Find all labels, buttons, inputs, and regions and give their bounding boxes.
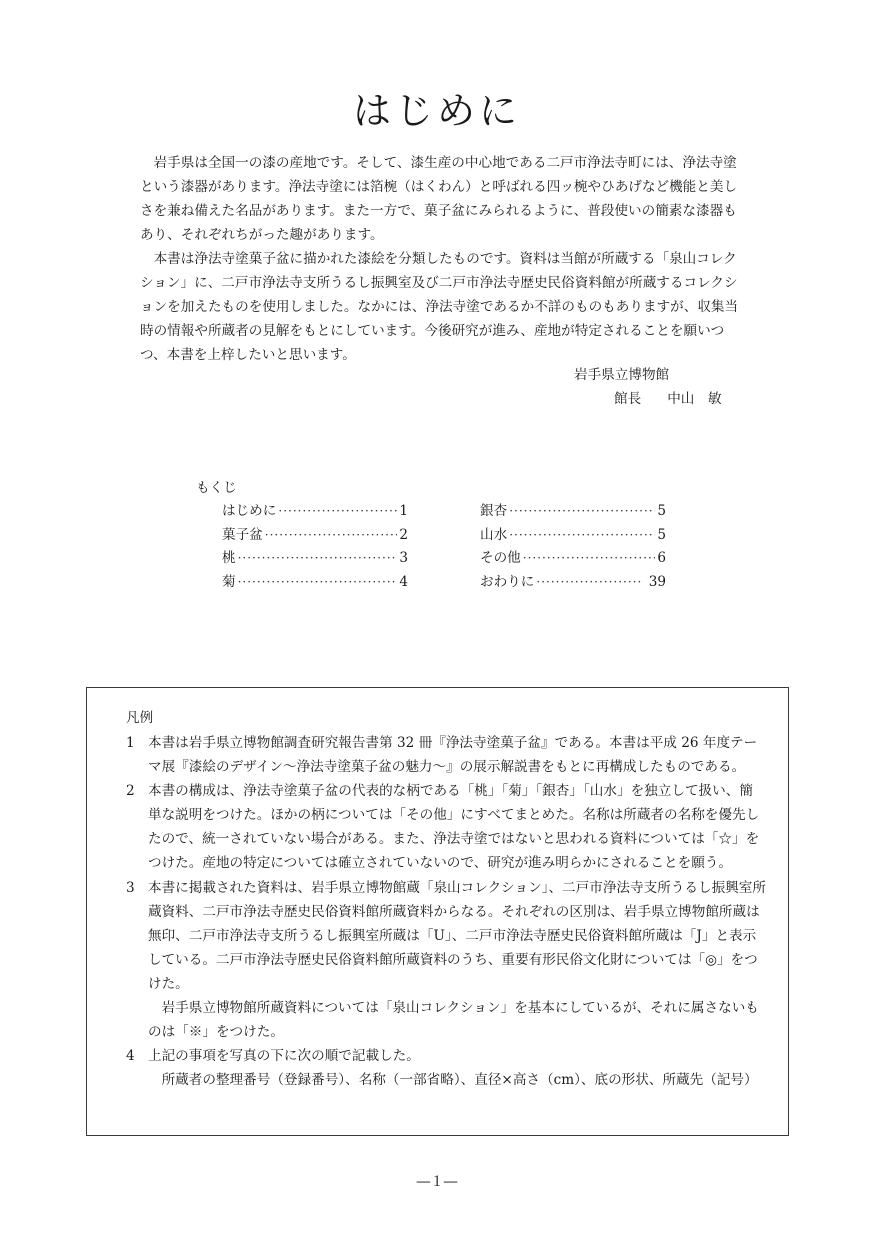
toc-item-page: 4	[399, 573, 408, 590]
toc-item-label: はじめに	[222, 503, 277, 519]
note-number: 3	[126, 879, 135, 896]
toc-column-right	[480, 500, 666, 594]
intro-paragraph: 本書は浄法寺塗菓子盆に描かれた漆絵を分類したものです。資料は当館が所蔵する「泉山コレクション」に、二戸市浄法寺支所うるし振興室及び二戸市浄法寺歴史民俗資料館が所蔵するコレクションを加えたものを使用しました。なかには、浄法寺塗であるか不詳のものもありますが、収集当時の情報や所蔵者の見解をもとにしています。今後研究が進み、産地が特定されることを願いつつ、本書を上梓したいと思います。	[140, 251, 739, 363]
intro-paragraph: 岩手県は全国一の漆の産地です。そして、漆生産の中心地である二戸市浄法寺町には、浄法寺塗という漆器があります。浄法寺塗には箔椀（はくわん）と呼ばれる四ッ椀やひあげなど機能と美しさを兼ね備えた名品があります。また一方で、菓子盆にみられるように、普段使いの簡素な漆器もあり、それぞれちがった趣があります。	[140, 155, 738, 243]
toc-item-label: 菊	[222, 573, 236, 590]
toc-item-page: 3	[399, 550, 408, 566]
toc-item-page: 5	[657, 526, 666, 543]
toc-item-page: 5	[657, 503, 666, 519]
toc-item[interactable]	[480, 524, 666, 548]
note-line: 本書の構成は、浄法寺塗菓子盆の代表的な柄である「桃」「菊」「銀杏」「山水」を独立して扱い、簡単な説明をつけた。ほかの柄については「その他」にすべてまとめた。名称は所蔵者の名称を優先したので、統一されていない場合がある。また、浄法寺塗ではないと思われる資料については「☆」をつけた。産地の特定については確立されていないので、研究が進み明らかにされることを願う。	[148, 783, 760, 872]
toc-item-page: 1	[399, 503, 408, 519]
toc-column-left	[222, 500, 408, 594]
notes-heading: 凡例	[126, 710, 154, 726]
note-line: 上記の事項を写真の下に次の順で記載した。	[148, 1048, 420, 1065]
note-number: 4	[126, 1048, 135, 1065]
note-item	[126, 731, 766, 779]
toc-heading: もくじ	[196, 480, 237, 496]
note-text	[148, 779, 766, 875]
note-text	[148, 876, 766, 1045]
page-title: はじめに	[352, 89, 521, 133]
toc-dot-leader	[265, 524, 398, 548]
toc-item[interactable]	[480, 571, 666, 595]
note-item	[126, 876, 766, 1045]
note-number: 2	[126, 783, 135, 800]
intro-section	[140, 151, 740, 367]
toc-item-page: 39	[648, 573, 666, 590]
toc-dot-leader	[278, 500, 397, 524]
note-number: 1	[126, 735, 135, 751]
toc-item-label: 菓子盆	[222, 526, 263, 543]
note-item	[126, 1044, 766, 1092]
notes-body	[126, 731, 766, 1092]
toc-dot-leader	[509, 500, 655, 524]
page-number: ―１―	[416, 1174, 458, 1190]
note-line: 本書は岩手県立博物館調査研究報告書第 32 冊『浄法寺塗菓子盆』である。本書は平成 26 年度テーマ展『漆絵のデザイン～浄法寺塗菓子盆の魅力～』の展示解説書をもとに再構成したものである。	[148, 735, 758, 776]
toc-dot-leader	[238, 547, 398, 571]
note-text	[148, 731, 766, 779]
note-item	[126, 779, 766, 875]
toc-item[interactable]	[222, 571, 408, 595]
toc-item-label: 銀杏	[480, 503, 508, 519]
toc-item-page: 6	[657, 550, 666, 566]
toc-item[interactable]	[222, 500, 408, 524]
author-signature	[614, 387, 722, 411]
toc-item-label: 山水	[480, 526, 508, 543]
toc-item-label: おわりに	[480, 573, 535, 590]
toc-dot-leader	[523, 547, 656, 571]
author-name: 中山 敏	[667, 391, 722, 407]
toc-dot-leader	[509, 524, 655, 548]
toc-item-page: 2	[399, 526, 408, 543]
author-organization: 岩手県立博物館	[574, 367, 670, 383]
note-line: 本書に掲載された資料は、岩手県立博物館蔵「泉山コレクション」、二戸市浄法寺支所うるし振興室所蔵資料、二戸市浄法寺歴史民俗資料館所蔵資料からなる。それぞれの区別は、岩手県立博物館所蔵は無印、二戸市浄法寺支所うるし振興室所蔵は「U」、二戸市浄法寺歴史民俗資料館所蔵は「J」と表示している。二戸市浄法寺歴史民俗資料館所蔵資料のうち、重要有形民俗文化財については「◎」をつけた。	[148, 879, 766, 992]
toc-item[interactable]	[480, 500, 666, 524]
toc-item[interactable]	[222, 524, 408, 548]
toc-item[interactable]	[480, 547, 666, 571]
note-line: 所蔵者の整理番号（登録番号）、名称（一部省略）、直径×高さ（cm）、底の形状、所蔵先（記号）	[161, 1072, 758, 1089]
toc-dot-leader	[238, 571, 398, 595]
toc-item-label: 桃	[222, 550, 236, 566]
note-line: 岩手県立博物館所蔵資料については「泉山コレクション」を基本にしているが、それに属さないものは「※」をつけた。	[148, 1000, 759, 1041]
note-text	[148, 1044, 766, 1092]
toc-item[interactable]	[222, 547, 408, 571]
author-position: 館長	[614, 391, 642, 407]
toc-item-label: その他	[480, 550, 521, 566]
toc-dot-leader	[536, 571, 642, 595]
